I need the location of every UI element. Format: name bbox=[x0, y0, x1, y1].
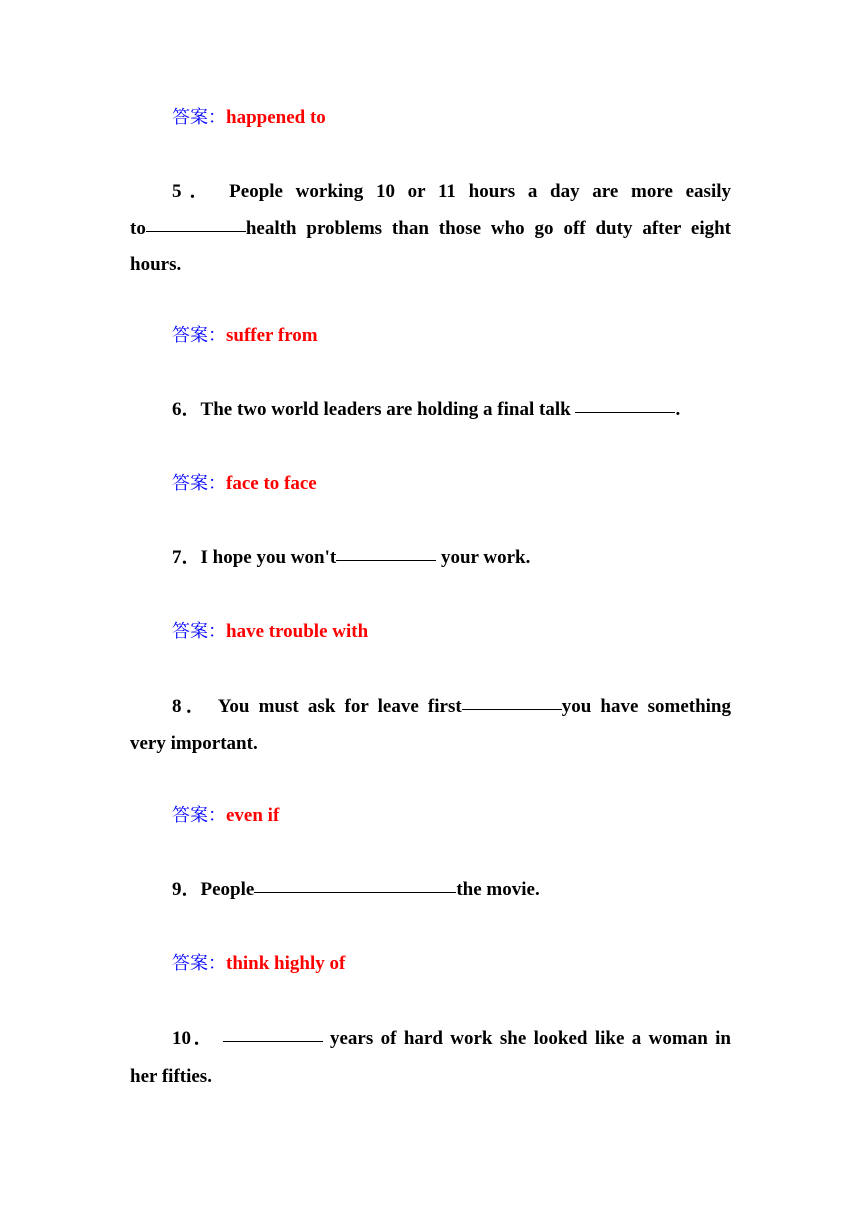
answer-label: 答案： bbox=[172, 107, 226, 128]
answer-text: happened to bbox=[226, 107, 326, 128]
answer-text: have trouble with bbox=[226, 621, 369, 642]
question-text: hours. bbox=[130, 254, 182, 275]
question-number: 6． bbox=[172, 399, 201, 420]
question-text: The two world leaders are holding a final talk bbox=[200, 399, 576, 420]
answer-5 bbox=[172, 318, 731, 354]
question-5-line-1 bbox=[172, 174, 731, 210]
question-text: health problems than those who go off duty after eight bbox=[245, 218, 731, 239]
answer-blank bbox=[575, 393, 675, 413]
answer-text: face to face bbox=[226, 473, 317, 494]
question-10-line-1 bbox=[172, 1021, 731, 1057]
question-number: 5． bbox=[172, 181, 217, 202]
answer-label: 答案： bbox=[172, 473, 226, 494]
question-text: you have something bbox=[561, 696, 731, 717]
question-5-line-3 bbox=[130, 247, 731, 283]
answer-8 bbox=[172, 798, 731, 834]
answer-6 bbox=[172, 466, 731, 502]
question-text: years of hard work she looked like a woman in bbox=[322, 1028, 731, 1049]
question-text: very important. bbox=[130, 733, 258, 754]
question-5-line-2 bbox=[130, 211, 731, 247]
answer-text: even if bbox=[226, 805, 280, 826]
answer-text: suffer from bbox=[226, 325, 318, 346]
question-number: 8． bbox=[172, 696, 210, 717]
answer-7 bbox=[172, 614, 731, 650]
answer-label: 答案： bbox=[172, 621, 226, 642]
answer-blank bbox=[462, 690, 562, 710]
question-text: You must ask for leave first bbox=[217, 696, 462, 717]
question-text: . bbox=[675, 399, 681, 420]
answer-blank bbox=[254, 873, 456, 893]
answer-blank bbox=[336, 541, 436, 561]
answer-blank bbox=[223, 1022, 323, 1042]
question-8-line-2 bbox=[130, 726, 731, 762]
answer-label: 答案： bbox=[172, 805, 226, 826]
question-8-line-1 bbox=[172, 689, 731, 725]
answer-label: 答案： bbox=[172, 953, 226, 974]
question-number: 9． bbox=[172, 879, 201, 900]
question-text: I hope you won't bbox=[200, 547, 337, 568]
question-10-line-2 bbox=[130, 1059, 731, 1095]
question-text: your work. bbox=[436, 547, 531, 568]
answer-9 bbox=[172, 946, 731, 982]
question-text: to bbox=[130, 218, 146, 239]
answer-blank bbox=[146, 212, 246, 232]
question-6 bbox=[172, 392, 731, 428]
question-text: her fifties. bbox=[130, 1066, 212, 1087]
question-9 bbox=[172, 872, 731, 908]
question-number: 7． bbox=[172, 547, 201, 568]
answer-label: 答案： bbox=[172, 325, 226, 346]
question-text: the movie. bbox=[456, 879, 540, 900]
answer-text: think highly of bbox=[226, 953, 346, 974]
question-7 bbox=[172, 540, 731, 576]
answer-4 bbox=[172, 100, 731, 136]
question-text: People bbox=[200, 879, 255, 900]
question-number: 10． bbox=[172, 1028, 216, 1049]
question-text: People working 10 or 11 hours a day are more easily bbox=[229, 181, 731, 202]
